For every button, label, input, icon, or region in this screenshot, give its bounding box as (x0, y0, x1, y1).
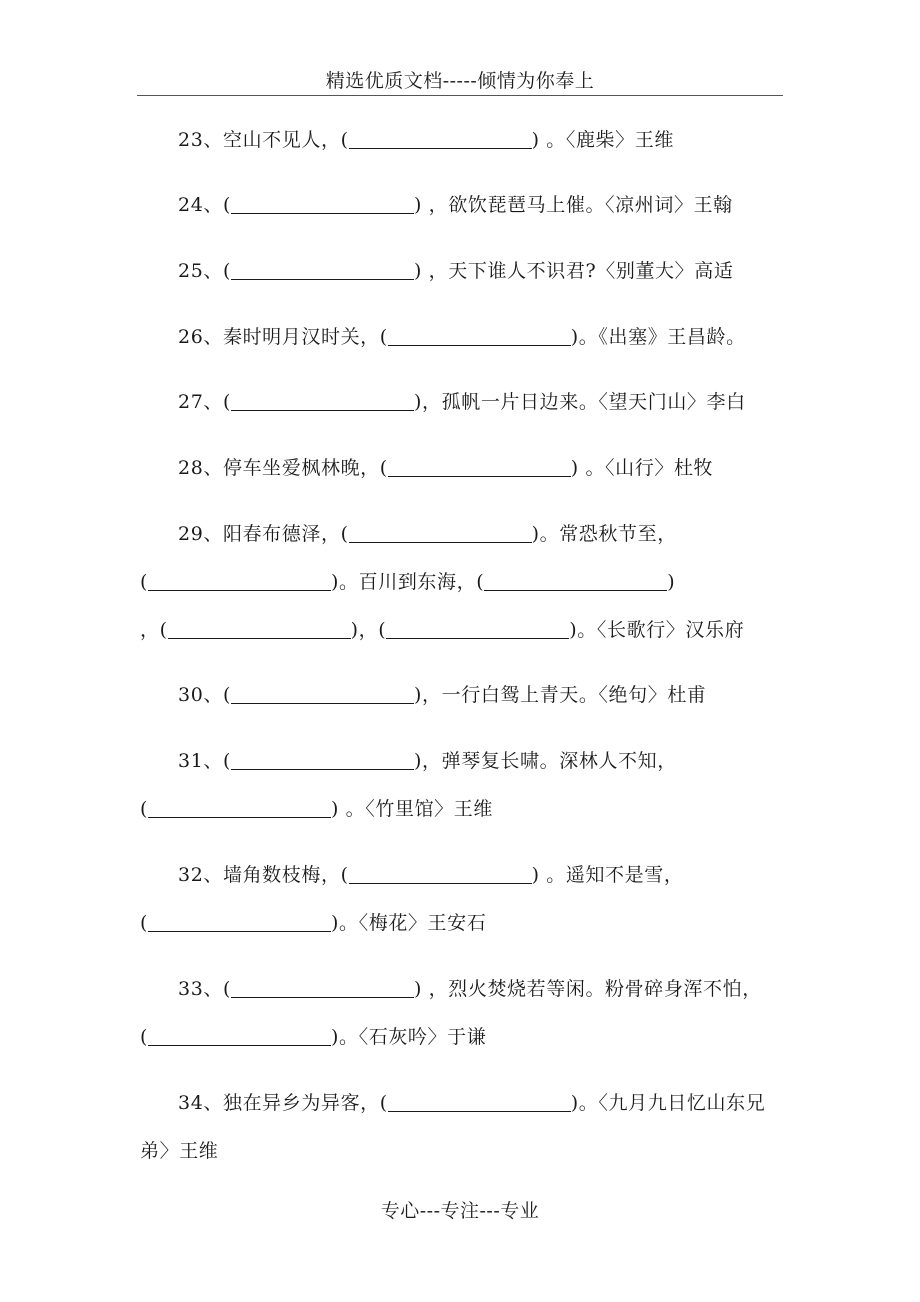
answer-blank[interactable] (231, 751, 414, 770)
question-24: 24、( ) ，欲饮琵琶马上催。〈凉州词〉王翰 (178, 194, 733, 216)
answer-blank[interactable] (231, 979, 414, 998)
answer-blank[interactable] (148, 913, 331, 932)
question-31: 31、( )，弹琴复长啸。深林人不知， (178, 750, 677, 772)
answer-blank[interactable] (231, 261, 414, 280)
answer-blank[interactable] (231, 685, 414, 704)
page-header: 精选优质文档-----倾情为你奉上 (325, 70, 595, 92)
question-33: 33、( ) ，烈火焚烧若等闲。粉骨碎身浑不怕， (178, 978, 762, 1000)
question-34: 34、独在异乡为异客，( )。〈九月九日忆山东兄 (178, 1092, 766, 1114)
answer-blank[interactable] (388, 458, 571, 477)
question-32-line-2: ( )。〈梅花〉王安石 (140, 912, 487, 934)
answer-blank[interactable] (148, 1027, 331, 1046)
question-29-line-3: ，( )，( )。〈长歌行〉汉乐府 (140, 619, 745, 641)
question-34-line-2: 弟〉王维 (140, 1140, 219, 1162)
answer-blank[interactable] (349, 865, 532, 884)
question-28: 28、停车坐爱枫林晚，( ) 。〈山行〉杜牧 (178, 457, 714, 479)
answer-blank[interactable] (388, 327, 571, 346)
answer-blank[interactable] (231, 392, 414, 411)
answer-blank[interactable] (148, 799, 331, 818)
question-25: 25、( ) ，天下谁人不识君?〈别董大〉高适 (178, 260, 734, 282)
question-27: 27、( )，孤帆一片日边来。〈望天门山〉李白 (178, 391, 746, 413)
question-26: 26、秦时明月汉时关，( )。《出塞》王昌龄。 (178, 326, 746, 348)
question-33-line-2: ( )。〈石灰吟〉于谦 (140, 1026, 487, 1048)
question-30: 30、( )，一行白鸳上青天。〈绝句〉杜甫 (178, 684, 707, 706)
question-23: 23、空山不见人，( ) 。〈鹿柴〉王维 (178, 129, 674, 151)
answer-blank[interactable] (388, 1093, 571, 1112)
answer-blank[interactable] (349, 130, 532, 149)
question-31-line-2: ( ) 。〈竹里馆〉王维 (140, 798, 493, 820)
answer-blank[interactable] (231, 195, 414, 214)
answer-blank[interactable] (349, 524, 532, 543)
question-29-line-2: ( )。百川到东海，( ) (140, 571, 676, 593)
answer-blank[interactable] (484, 572, 667, 591)
answer-blank[interactable] (386, 620, 569, 639)
answer-blank[interactable] (168, 620, 351, 639)
header-rule (137, 95, 783, 96)
page-footer: 专心---专注---专业 (380, 1200, 540, 1222)
question-32: 32、墙角数枝梅，( ) 。遥知不是雪， (178, 864, 684, 886)
question-29: 29、阳春布德泽，( )。常恐秋节至， (178, 523, 677, 545)
answer-blank[interactable] (148, 572, 331, 591)
